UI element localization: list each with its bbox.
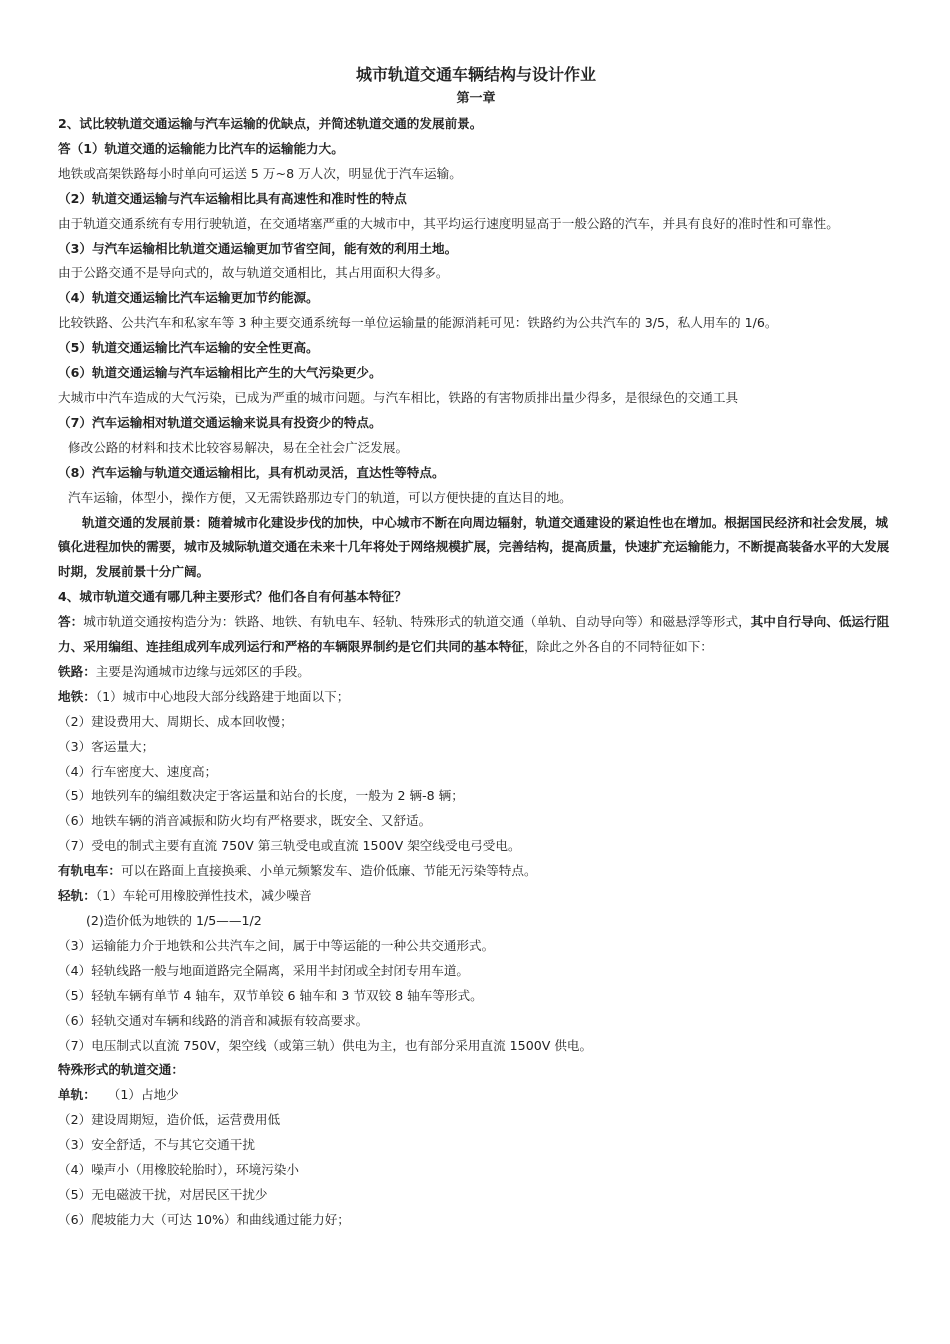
tram-text: 可以在路面上直接换乘、小单元频繁发车、造价低廉、节能无污染等特点。 (120, 863, 537, 879)
monorail-label: 单轨： (58, 1087, 96, 1103)
light-rail-item: （7）电压制式以直流 750V，架空线（或第三轨）供电为主，也有部分采用直流 1500V 供电。 (58, 1037, 593, 1053)
metro-item: （3）客运量大； (58, 738, 155, 754)
monorail-item: （3）安全舒适，不与其它交通干扰 (58, 1137, 255, 1153)
metro-item: （2）建设费用大、周期长、成本回收慢； (58, 713, 293, 729)
tram-line (58, 859, 894, 884)
answer-point-5-heading: （5）轨道交通运输比汽车运输的安全性更高。 (58, 340, 319, 356)
light-rail-item: (2)造价低为地铁的 1/5——1/2 (86, 913, 262, 928)
monorail-item: （4）噪声小（用橡胶轮胎时），环境污染小 (58, 1162, 299, 1178)
metro-label: 地铁： (58, 688, 96, 704)
question-2: 2、试比较轨道交通运输与汽车运输的优缺点，并简述轨道交通的发展前景。 (58, 116, 483, 131)
answer-point-4-body: 比较铁路、公共汽车和私家车等 3 种主要交通系统每一单位运输量的能源消耗可见：铁路约为公共汽车的 3/5，私人用车的 1/6。 (58, 315, 778, 331)
light-rail-item: （3）运输能力介于地铁和公共汽车之间，属于中等运能的一种公共交通形式。 (58, 937, 495, 953)
monorail-line (58, 1083, 894, 1108)
special-forms-heading: 特殊形式的轨道交通： (58, 1062, 184, 1078)
answer-point-3-body: 由于公路交通不是导向式的，故与轨道交通相比，其占用面积大得多。 (58, 265, 449, 281)
light-rail-label: 轻轨： (58, 888, 96, 904)
answer-point-1-body: 地铁或高架铁路每小时单向可运送 5 万~8 万人次，明显优于汽车运输。 (58, 165, 462, 181)
monorail-item: （5）无电磁波干扰，对居民区干扰少 (58, 1186, 268, 1202)
answer-point-7-heading: （7）汽车运输相对轨道交通运输来说具有投资少的特点。 (58, 414, 382, 430)
monorail-item: （6）爬坡能力大（可达 10%）和曲线通过能力好； (58, 1211, 350, 1227)
answer-point-7-body: 修改公路的材料和技术比较容易解决，易在全社会广泛发展。 (68, 439, 409, 455)
answer-point-2-body: 由于轨道交通系统有专用行驶轨道，在交通堵塞严重的大城市中，其平均运行速度明显高于一般公路的汽车，并具有良好的准时性和可靠性。 (58, 215, 839, 231)
document-page (58, 62, 894, 1233)
answer-point-1-heading: 答（1）轨道交通的运输能力比汽车的运输能力大。 (58, 140, 344, 156)
answer-point-4-heading: （4）轨道交通运输比汽车运输更加节约能源。 (58, 290, 319, 306)
railway-text: 主要是沟通城市边缘与远郊区的手段。 (95, 663, 310, 679)
light-rail-line (58, 884, 894, 909)
document-title: 城市轨道交通车辆结构与设计作业 (355, 65, 596, 84)
light-rail-item: （1）车轮可用橡胶弹性技术，减少噪音 (95, 888, 312, 904)
railway-line (58, 660, 894, 685)
light-rail-item: （5）轻轨车辆有单节 4 轴车，双节单铰 6 轴车和 3 节双铰 8 轴车等形式。 (58, 987, 483, 1003)
railway-label: 铁路： (58, 663, 96, 679)
question-4: 4、城市轨道交通有哪几种主要形式？他们各自有何基本特征？ (58, 589, 407, 605)
question-4-answer (58, 610, 894, 660)
answer-text-2: ，除此之外各自的不同特征如下： (523, 639, 713, 655)
answer-point-3-heading: （3）与汽车运输相比轨道交通运输更加节省空间，能有效的利用土地。 (58, 240, 458, 256)
tram-label: 有轨电车： (58, 863, 121, 879)
metro-item: （4）行车密度大、速度高； (58, 763, 218, 779)
light-rail-item: （4）轻轨线路一般与地面道路完全隔离，采用半封闭或全封闭专用车道。 (58, 962, 470, 978)
answer-text-1: 城市轨道交通按构造分为：铁路、地铁、有轨电车、轻轨、特殊形式的轨道交通（单轨、自动导向等）和磁悬浮等形式， (83, 614, 751, 630)
answer-label: 答： (58, 614, 84, 630)
answer-point-2-heading: （2）轨道交通运输与汽车运输相比具有高速性和准时性的特点 (58, 190, 407, 206)
monorail-item: （1）占地少 (107, 1087, 179, 1103)
chapter-heading: 第一章 (456, 91, 496, 106)
answer-point-6-body: 大城市中汽车造成的大气污染，已成为严重的城市问题。与汽车相比，铁路的有害物质排出量少得多，是很绿色的交通工具 (58, 389, 739, 405)
metro-item: （5）地铁列车的编组数决定于客运量和站台的长度，一般为 2 辆-8 辆； (58, 788, 464, 804)
answer-point-8-heading: （8）汽车运输与轨道交通运输相比，具有机动灵活，直达性等特点。 (58, 464, 445, 480)
metro-item: （7）受电的制式主要有直流 750V 第三轨受电或直流 1500V 架空线受电弓受电。 (58, 838, 521, 854)
metro-item: （1）城市中心地段大部分线路建于地面以下； (95, 688, 350, 704)
development-prospect: 轨道交通的发展前景：随着城市化建设步伐的加快，中心城市不断在向周边辐射，轨道交通建设的紧迫性也在增加。根据国民经济和社会发展，城镇化进程加快的需要，城市及城际轨道交通在未来十几年将处于网络规模扩展，完善结构，提高质量，快速扩充运输能力，不断提高装备水平的大发展时期，发展前景十分广阔。 (58, 514, 890, 580)
answer-common-features: 其中自行导向、低运行阻力、采用编组、连挂组成列车成列运行和严格的车辆限界制约是它们共同的基本特征 (58, 614, 890, 655)
monorail-item: （2）建设周期短，造价低，运营费用低 (58, 1112, 281, 1128)
answer-point-8-body: 汽车运输，体型小，操作方便，又无需铁路那边专门的轨道，可以方便快捷的直达目的地。 (68, 489, 572, 505)
answer-point-6-heading: （6）轨道交通运输与汽车运输相比产生的大气污染更少。 (58, 365, 382, 381)
light-rail-item: （6）轻轨交通对车辆和线路的消音和减振有较高要求。 (58, 1012, 369, 1028)
metro-line (58, 685, 894, 710)
metro-item: （6）地铁车辆的消音减振和防火均有严格要求，既安全、又舒适。 (58, 813, 432, 829)
